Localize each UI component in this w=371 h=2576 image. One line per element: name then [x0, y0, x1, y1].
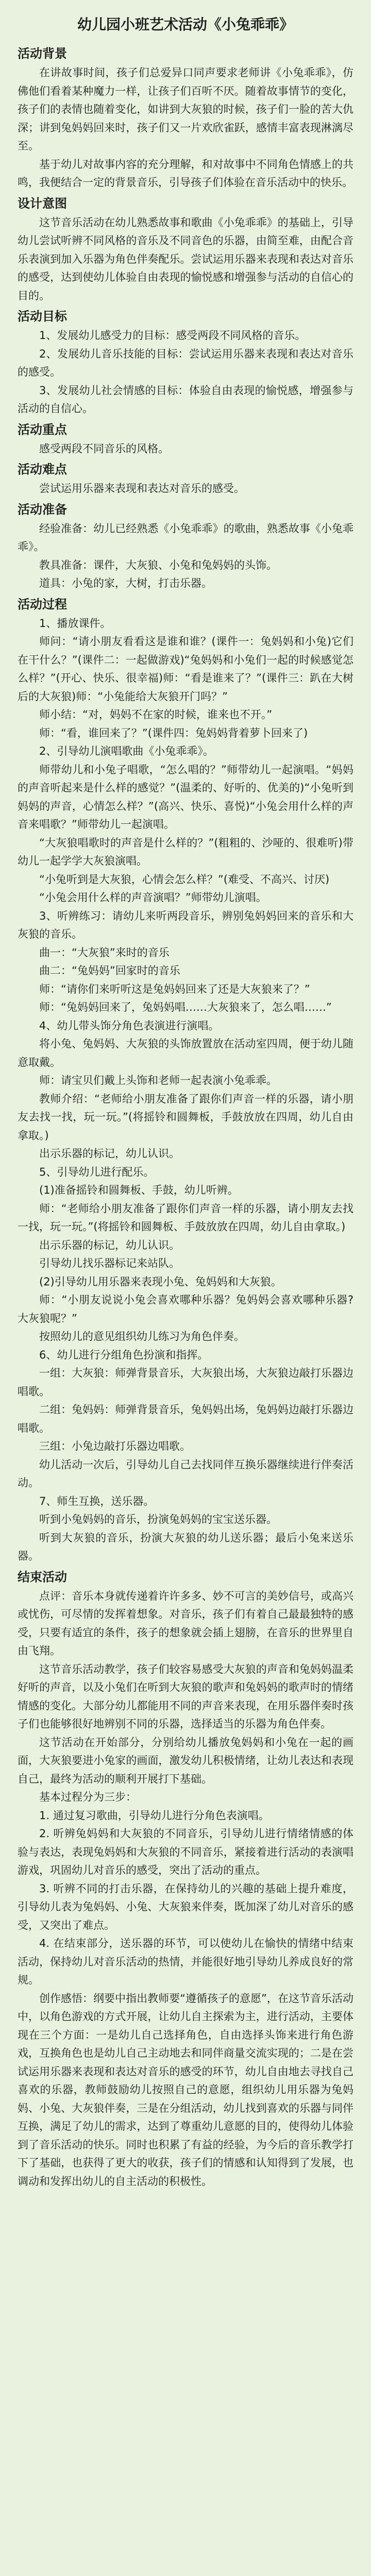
- paragraph: 这节活动在开始部分，分别给幼儿播放兔妈妈和小兔在一起的画面，大灰狼要进小兔家的画面，激发幼儿积极情绪，让幼儿表达和表现自己，最终为活动的顺利开展打下基础。: [18, 1736, 353, 1785]
- paragraph: 出示乐器的标记，幼儿认识。: [39, 1239, 180, 1251]
- paragraph: 师：“看，谁回来了？”(课件四：兔妈妈背着萝卜回来了): [39, 726, 308, 739]
- paragraph: 1. 通过复习歌曲，引导幼儿进行分角色表演唱。: [39, 1809, 269, 1822]
- paragraph: “小兔听到是大灰狼，心情会怎么样？”(难受、不高兴、讨厌): [39, 873, 330, 886]
- paragraph: 曲一：“大灰狼”来时的音乐: [39, 946, 170, 959]
- article-title: 幼儿园小班艺术活动《小兔乖乖》: [77, 16, 294, 33]
- section-heading: 结束活动: [18, 1569, 67, 1584]
- paragraph: 师：“小朋友说说小兔会喜欢哪种乐器？兔妈妈会喜欢哪种乐器?大灰狼呢？”: [18, 1294, 353, 1325]
- paragraph: 二组：兔妈妈：师弹背景音乐，兔妈妈出场，兔妈妈边敲打乐器边唱歌。: [18, 1403, 353, 1434]
- section: [18, 43, 353, 192]
- article-body: [18, 43, 353, 2191]
- paragraph: 这节音乐活动在幼儿熟悉故事和歌曲《小兔乖乖》的基础上，引导幼儿尝试听辨不同风格的音乐及不同音色的乐器，由简至难，由配合音乐表演到加入乐器为角色伴奏配乐。尝试运用乐器来表现和表达对音乐的感受，达到使幼儿体验自由表现的愉悦感和增强参与活动的自信心的目的。: [18, 216, 353, 302]
- paragraph: 基于幼儿对故事内容的充分理解，和对故事中不同角色情感上的共鸣，我便结合一定的背景音乐，引导孩子们体验在音乐活动中的快乐。: [18, 158, 353, 189]
- paragraph: 听到小兔妈妈的音乐，扮演兔妈妈的宝宝送乐器。: [39, 1513, 277, 1526]
- paragraph: 师：“老师给小朋友准备了跟你们声音一样的乐器，请小朋友去找一找，玩一玩。”(将摇铃和圆舞板、手鼓放放在四周，幼儿自由拿取。): [18, 1202, 353, 1233]
- paragraph: 教具准备：课件，大灰狼、小兔和兔妈妈的头饰。: [39, 558, 277, 571]
- paragraph: 感受两段不同音乐的风格。: [39, 442, 169, 455]
- section-heading: 活动背景: [18, 46, 67, 61]
- paragraph: (2)引导幼儿用乐器来表现小兔、兔妈妈和大灰狼。: [39, 1275, 282, 1288]
- paragraph: 师：“请你们来听听这是兔妈妈回来了还是大灰狼来了？”: [39, 982, 310, 995]
- paragraph: (1)准备摇铃和圆舞板、手鼓，幼儿听辨。: [39, 1184, 239, 1196]
- section: [18, 594, 353, 1566]
- paragraph: 创作感悟：纲要中指出教师要“遵循孩子的意愿”，在这节音乐活动中，以角色游戏的方式开展，让幼儿自主探索为主，进行活动，主要体现在三个方面：一是幼儿自己选择角色，自由选择头饰来进行角色游戏，互换角色也是幼儿自己主动地去和同伴商量交流实现的；二是在尝试运用乐器来表现和表达对音乐的感受的环节，幼儿自由地去寻找自己喜欢的乐器，教师鼓励幼儿按照自己的意愿，组织幼儿用乐器为兔妈妈、小兔、大灰狼伴奏，三是在分组活动，幼儿找到喜欢的乐器与同伴互换，满足了幼儿的需求，达到了尊重幼儿意愿的目的，使得幼儿体验到了音乐活动的快乐。同时也积累了有益的经验，为今后的音乐教学打下了基础，也获得了更大的收获，孩子们的情感和认知得到了发展，也调动和发挥出幼儿的自主活动的积极性。: [18, 1992, 353, 2188]
- paragraph: 幼儿活动一次后，引导幼儿自己去找同伴互换乐器继续进行伴奏活动。: [18, 1458, 353, 1489]
- paragraph: 4、幼儿带头饰分角色表演进行演唱。: [39, 1019, 220, 1032]
- section: [18, 419, 353, 459]
- paragraph: 师：请宝贝们戴上头饰和老师一起表演小兔乖乖。: [39, 1074, 277, 1087]
- paragraph: 道具：小兔的家，大树，打击乐器。: [39, 577, 212, 589]
- paragraph: 引导幼儿找乐器标记来站队。: [39, 1257, 180, 1269]
- section-heading: 活动难点: [18, 462, 67, 477]
- paragraph: 出示乐器的标记，幼儿认识。: [39, 1147, 180, 1160]
- paragraph: 2、引导幼儿演唱歌曲《小兔乖乖》。: [39, 745, 214, 757]
- section-heading: 活动重点: [18, 422, 67, 437]
- paragraph: 点评：音乐本身就传递着许许多多、妙不可言的美妙信号，或高兴或忧伤，可尽情的发挥着想象。对音乐，孩子们有着自己最最独特的感受，只要有适宜的条件，孩子的想象就会插上翅膀，在音乐的世界里自由飞翔。: [18, 1589, 353, 1657]
- paragraph: “大灰狼唱歌时的声音是什么样的？”(粗粗的、沙哑的、很难听)带幼儿一起学学大灰狼演唱。: [18, 836, 353, 867]
- paragraph: 教师介绍：“老师给小朋友准备了跟你们声音一样的乐器，请小朋友去找一找，玩一玩。”(将摇铃和圆舞板，手鼓放放在四周，幼儿自由拿取。): [18, 1092, 353, 1142]
- paragraph: 听到大灰狼的音乐，扮演大灰狼的幼儿送乐器；最后小兔来送乐器。: [18, 1531, 353, 1562]
- paragraph: 将小兔、兔妈妈、大灰狼的头饰放置放在活动室四周，便于幼儿随意取戴。: [18, 1038, 353, 1069]
- section: [18, 459, 353, 498]
- section: [18, 306, 353, 418]
- paragraph: “小兔会用什么样的声音演唱？”师带幼儿演唱。: [39, 891, 267, 904]
- paragraph: 师小结：“对，妈妈不在家的时候，谁来也不开。”: [39, 708, 273, 721]
- section-heading: 活动过程: [18, 597, 67, 612]
- paragraph: 经验准备：幼儿已经熟悉《小兔乖乖》的歌曲，熟悉故事《小兔乖乖》。: [18, 522, 353, 553]
- section: [18, 193, 353, 306]
- paragraph: 师问：“请小朋友看看这是谁和谁？(课件一：兔妈妈和小兔)它们在干什么？”(课件二：一起做游戏)“兔妈妈和小兔们一起的时候感觉怎么样？”(开心、快乐、很幸福)师：“看是谁来了？”(课件三：趴在大树后的大灰狼)师：“小兔能给大灰狼开门吗？”: [18, 635, 353, 703]
- paragraph: 3、听辨练习：请幼儿来听两段音乐，辨别兔妈妈回来的音乐和大灰狼的音乐。: [18, 909, 353, 940]
- paragraph: 这节音乐活动教学，孩子们较容易感受大灰狼的声音和兔妈妈温柔好听的声音，以及小兔们在听到大灰狼的歌声和兔妈妈的歌声时的情绪情感的变化。大部分幼儿都能用不同的声音来表现，在用乐器伴奏时孩子们也能够很好地辨别不同的乐器，选择适当的乐器为角色伴奏。: [18, 1663, 353, 1730]
- paragraph: 曲二：“兔妈妈”回家时的音乐: [39, 964, 180, 977]
- section-heading: 设计意图: [18, 196, 67, 211]
- paragraph: 2、发展幼儿音乐技能的目标：尝试运用乐器来表现和表达对音乐的感受。: [18, 347, 353, 378]
- paragraph: 3. 听辨不同的打击乐器，在保持幼儿的兴趣的基础上提升难度，引导幼儿表为兔妈妈、小兔、大灰狼来伴奏，既加深了幼儿对音乐的感受，又突出了难点。: [18, 1882, 353, 1931]
- paragraph: 师带幼儿和小兔子唱歌，“怎么唱的？”师带幼儿一起演唱。“妈妈的声音听起来是什么样的感觉？”(温柔的、好听的、优美的)“小兔听到妈妈的声音，心情怎么样？”(高兴、快乐、喜悦)“小兔会用什么样的声音来唱歌？”师带幼儿一起演唱。: [18, 763, 353, 831]
- paragraph: 2. 听辨兔妈妈和大灰狼的不同音乐，引导幼儿进行情绪情感的体验与表达，表现兔妈妈和大灰狼的不同音乐，紧接着进行活动的表演唱游戏，巩固幼儿对音乐的感受，突出了活动的重点。: [18, 1827, 353, 1876]
- paragraph: 3、发展幼儿社会情感的目标：体验自由表现的愉悦感，增强参与活动的自信心。: [18, 384, 353, 415]
- paragraph: 6、幼儿进行分组角色扮演和指挥。: [39, 1348, 209, 1361]
- paragraph: 7、师生互换，送乐器。: [39, 1495, 155, 1507]
- paragraph: 尝试运用乐器来表现和表达对音乐的感受。: [39, 482, 245, 495]
- paragraph: 1、发展幼儿感受力的目标：感受两段不同风格的音乐。: [39, 329, 306, 342]
- paragraph: 1、播放课件。: [39, 617, 111, 630]
- paragraph: 基本过程分为三步：: [39, 1791, 137, 1803]
- paragraph: 4. 在结束部分，送乐器的环节，可以使幼儿在愉快的情绪中结束活动，保持幼儿对音乐活动的热情，并能很好地引导幼儿养成良好的常规。: [18, 1937, 353, 1986]
- section-heading: 活动准备: [18, 502, 67, 517]
- section-heading: 活动目标: [18, 309, 67, 324]
- paragraph: 按照幼儿的意见组织幼儿练习为角色伴奏。: [39, 1330, 245, 1343]
- paragraph: 5、引导幼儿进行配乐。: [39, 1165, 155, 1178]
- paragraph: 在讲故事时间，孩子们总爱异口同声要求老师讲《小兔乖乖》，仿佛他们看着某种魔力一样，让孩子们百听不厌。随着故事情节的变化，孩子们的表情也随着变化，如讲到大灰狼的时候，孩子们一脸的苦大仇深；讲到兔妈妈回来时，孩子们又一片欢欣雀跃，感情丰富表现淋漓尽至。: [18, 66, 353, 152]
- paragraph: 师：“兔妈妈回来了，兔妈妈唱……大灰狼来了，怎么唱……”: [39, 1001, 332, 1013]
- paragraph: 三组：小兔边敲打乐器边唱歌。: [39, 1440, 191, 1452]
- paragraph: 一组：大灰狼：师弹背景音乐，大灰狼出场，大灰狼边敲打乐器边唱歌。: [18, 1367, 353, 1398]
- section: [18, 499, 353, 593]
- section: [18, 1567, 353, 2191]
